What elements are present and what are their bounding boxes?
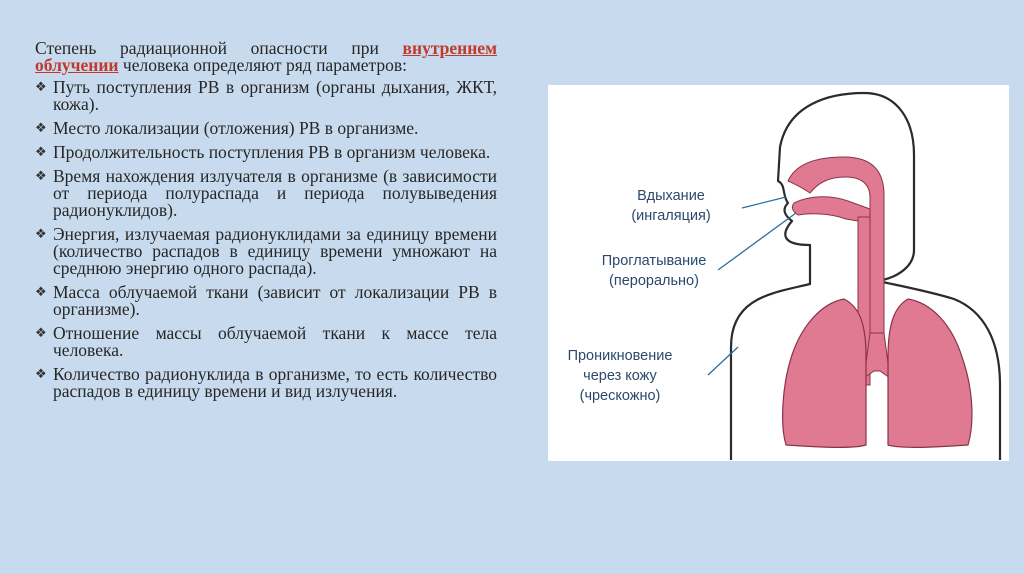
leader-ingestion bbox=[718, 213, 796, 270]
list-item-text: Время нахождения излучателя в организме (в зависимости от периода полураспада и периода полувыведения радионуклидов). bbox=[53, 166, 497, 220]
list-item bbox=[35, 120, 497, 137]
list-item-text: Отношение массы облучаемой ткани к массе тела человека. bbox=[53, 323, 497, 360]
intro-highlight-internal: внутреннем bbox=[402, 38, 497, 58]
list-item bbox=[35, 144, 497, 161]
list-item bbox=[35, 79, 497, 113]
label-skin-line1: Проникновение bbox=[567, 348, 673, 364]
parameter-list bbox=[35, 79, 497, 400]
intro-part1: Степень радиационной опасности при bbox=[35, 38, 403, 58]
diamond-bullet-icon: ❖ bbox=[35, 367, 47, 382]
label-inhalation-line1: Вдыхание bbox=[637, 188, 705, 204]
diamond-bullet-icon: ❖ bbox=[35, 145, 47, 160]
label-ingestion-line1: Проглатывание bbox=[601, 253, 707, 269]
list-item bbox=[35, 168, 497, 219]
diamond-bullet-icon: ❖ bbox=[35, 121, 47, 136]
list-item-text: Путь поступления РВ в организм (органы дыхания, ЖКТ, кожа). bbox=[53, 77, 497, 114]
list-item-text: Энергия, излучаемая радионуклидами за единицу времени (количество распадов в единицу времени умножают на среднюю энергию одного распада). bbox=[53, 224, 497, 278]
list-item-text: Масса облучаемой ткани (зависит от локализации РВ в организме). bbox=[53, 282, 497, 319]
text-block bbox=[35, 40, 497, 407]
list-item-text: Продолжительность поступления РВ в организм человека. bbox=[53, 142, 491, 162]
label-skin-line3: (чрескожно) bbox=[579, 388, 661, 404]
label-inhalation-line2: (ингаляция) bbox=[631, 208, 711, 224]
diamond-bullet-icon: ❖ bbox=[35, 285, 47, 300]
leader-inhalation bbox=[742, 197, 786, 208]
label-skin-line2: через кожу bbox=[583, 368, 657, 384]
intro-paragraph bbox=[35, 40, 497, 74]
list-item-text: Место локализации (отложения) РВ в организме. bbox=[53, 118, 419, 138]
list-item-text: Количество радионуклида в организме, то есть количество распадов в единицу времени и вид излучения. bbox=[53, 364, 497, 401]
diamond-bullet-icon: ❖ bbox=[35, 227, 47, 242]
list-item bbox=[35, 366, 497, 400]
intro-highlight-exposure: облучении bbox=[35, 55, 119, 75]
diamond-bullet-icon: ❖ bbox=[35, 326, 47, 341]
diamond-bullet-icon: ❖ bbox=[35, 80, 47, 95]
list-item bbox=[35, 325, 497, 359]
intro-part2: человека определяют ряд параметров: bbox=[118, 55, 408, 75]
respiratory-diagram bbox=[548, 85, 1009, 461]
list-item bbox=[35, 226, 497, 277]
diamond-bullet-icon: ❖ bbox=[35, 169, 47, 184]
body-illustration bbox=[548, 85, 1009, 461]
label-ingestion-line2: (перорально) bbox=[609, 273, 699, 289]
list-item bbox=[35, 284, 497, 318]
